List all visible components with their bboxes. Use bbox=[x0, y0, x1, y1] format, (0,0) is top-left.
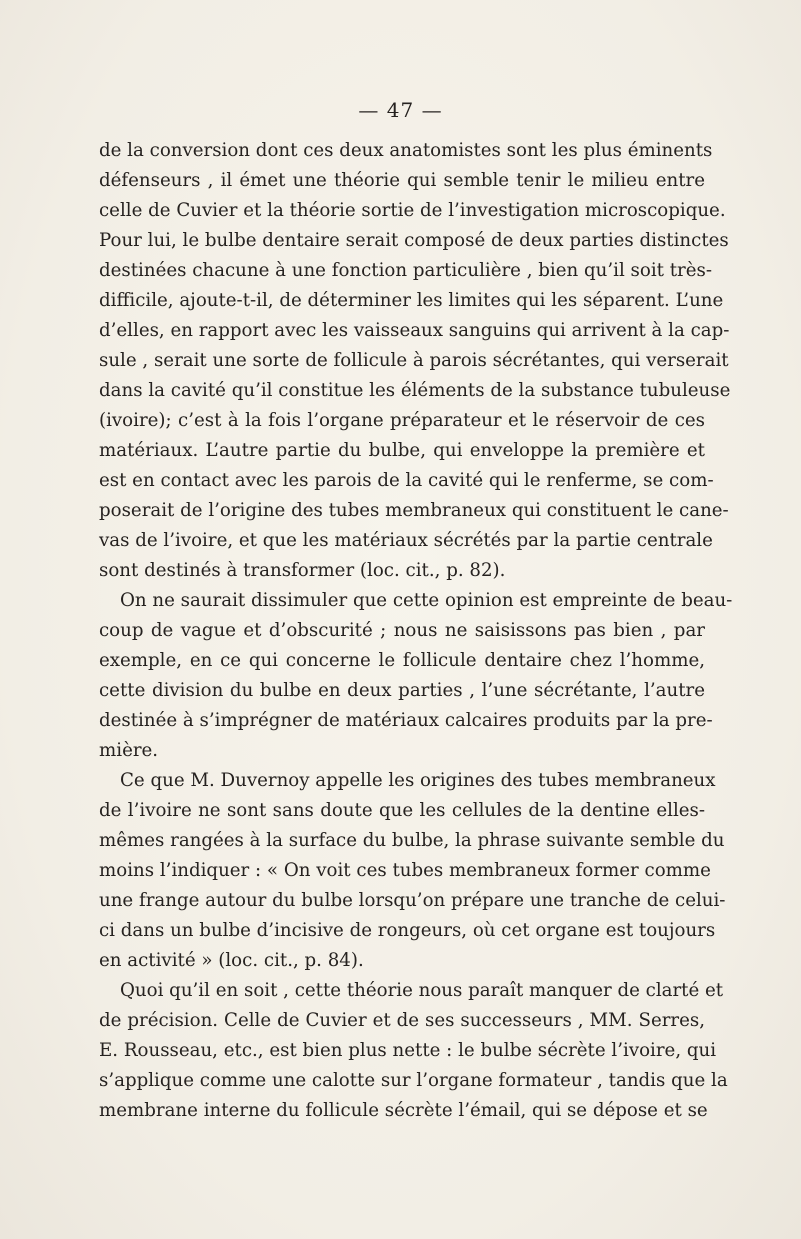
text-line: sule , serait une sorte de follicule à parois sécrétantes, qui verserait bbox=[99, 350, 729, 371]
text-line: de l’ivoire ne sont sans doute que les cellules de la dentine elles- bbox=[99, 800, 705, 821]
text-line: dans la cavité qu’il constitue les éléments de la substance tubuleuse bbox=[99, 380, 731, 401]
text-line: sont destinés à transformer (loc. cit., p. 82). bbox=[99, 560, 506, 581]
text-line: celle de Cuvier et la théorie sortie de l’investigation microscopique. bbox=[99, 200, 726, 221]
text-line: Ce que M. Duvernoy appelle les origines des tubes membraneux bbox=[120, 770, 716, 791]
text-line: de la conversion dont ces deux anatomistes sont les plus éminents bbox=[99, 140, 713, 161]
text-line: Quoi qu’il en soit , cette théorie nous paraît manquer de clarté et bbox=[120, 980, 724, 1001]
text-line: coup de vague et d’obscurité ; nous ne saisissons pas bien , par bbox=[99, 620, 705, 641]
text-line: (ivoire); c’est à la fois l’organe préparateur et le réservoir de ces bbox=[99, 410, 705, 431]
text-line: Pour lui, le bulbe dentaire serait composé de deux parties distinctes bbox=[99, 230, 729, 251]
text-line: de précision. Celle de Cuvier et de ses successeurs , MM. Serres, bbox=[99, 1010, 705, 1031]
text-line: est en contact avec les parois de la cavité qui le renferme, se com- bbox=[99, 470, 714, 491]
text-line: matériaux. L’autre partie du bulbe, qui enveloppe la première et bbox=[99, 440, 705, 461]
text-line: ci dans un bulbe d’incisive de rongeurs, où cet organe est toujours bbox=[99, 920, 716, 941]
text-line: s’applique comme une calotte sur l’organe formateur , tandis que la bbox=[99, 1070, 728, 1091]
text-line: exemple, en ce qui concerne le follicule dentaire chez l’homme, bbox=[99, 650, 705, 671]
text-line: mêmes rangées à la surface du bulbe, la phrase suivante semble du bbox=[99, 830, 725, 851]
text-line: cette division du bulbe en deux parties , l’une sécrétante, l’autre bbox=[99, 680, 705, 701]
text-line: destinée à s’imprégner de matériaux calcaires produits par la pre- bbox=[99, 710, 713, 731]
text-line: d’elles, en rapport avec les vaisseaux sanguins qui arrivent à la cap- bbox=[99, 320, 730, 341]
text-line: On ne saurait dissimuler que cette opinion est empreinte de beau- bbox=[120, 590, 733, 611]
text-line: en activité » (loc. cit., p. 84). bbox=[99, 950, 364, 971]
text-line: poserait de l’origine des tubes membraneux qui constituent le cane- bbox=[99, 500, 729, 521]
text-line: moins l’indiquer : « On voit ces tubes membraneux former comme bbox=[99, 860, 711, 881]
text-line: mière. bbox=[99, 740, 159, 761]
text-line: destinées chacune à une fonction particulière , bien qu’il soit très- bbox=[99, 260, 712, 281]
text-line: E. Rousseau, etc., est bien plus nette : le bulbe sécrète l’ivoire, qui bbox=[99, 1040, 717, 1061]
text-line: défenseurs , il émet une théorie qui semble tenir le milieu entre bbox=[99, 170, 705, 191]
text-line: vas de l’ivoire, et que les matériaux sécrétés par la partie centrale bbox=[99, 530, 713, 551]
text-line: membrane interne du follicule sécrète l’émail, qui se dépose et se bbox=[99, 1100, 708, 1121]
page-number: — 47 — bbox=[358, 98, 443, 122]
text-line: difficile, ajoute-t-il, de déterminer les limites qui les séparent. L’une bbox=[99, 290, 724, 311]
body-text bbox=[99, 136, 733, 1126]
text-line: une frange autour du bulbe lorsqu’on prépare une tranche de celui- bbox=[99, 890, 726, 911]
